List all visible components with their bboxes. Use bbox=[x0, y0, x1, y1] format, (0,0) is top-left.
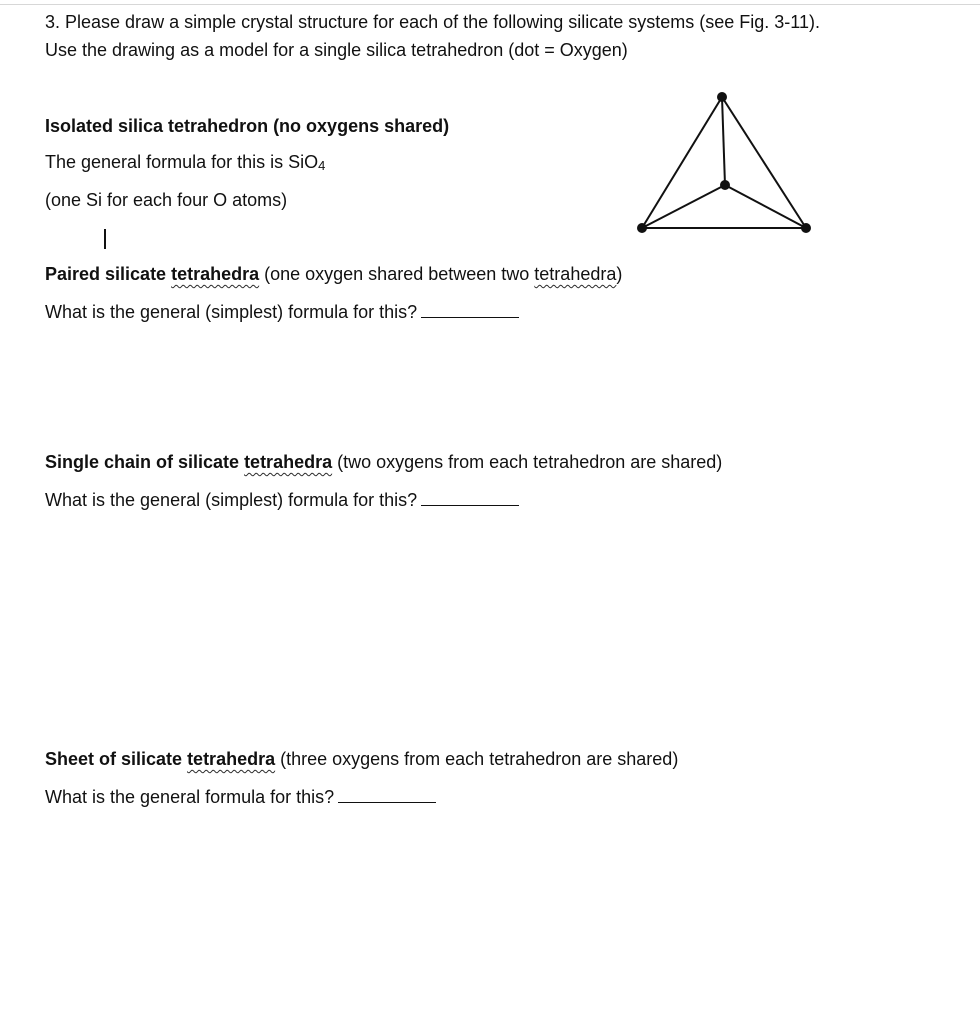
sheet-question bbox=[45, 786, 436, 808]
question-line-2: Use the drawing as a model for a single silica tetrahedron (dot = Oxygen) bbox=[45, 40, 628, 60]
chain-heading-bold: Single chain of silicate bbox=[45, 452, 245, 472]
chain-heading bbox=[45, 451, 722, 473]
chain-answer-blank[interactable] bbox=[421, 491, 519, 506]
paired-heading-mid: (one oxygen shared between two bbox=[259, 264, 535, 284]
paired-heading-spellcheck-word-2: tetrahedra bbox=[534, 264, 617, 284]
page-top-rule bbox=[0, 4, 980, 5]
text-cursor[interactable] bbox=[104, 229, 106, 249]
paired-question-text: What is the general (simplest) formula for this? bbox=[45, 302, 418, 322]
isolated-note: (one Si for each four O atoms) bbox=[45, 190, 288, 210]
chain-heading-spellcheck-word: tetrahedra bbox=[244, 452, 333, 472]
question-line-1: 3. Please draw a simple crystal structure for each of the following silicate systems (see Fig. 3-11). bbox=[45, 12, 820, 32]
sheet-heading-spellcheck-word: tetrahedra bbox=[187, 749, 276, 769]
oxygen-dot-center bbox=[720, 180, 730, 190]
sheet-heading-rest: (three oxygens from each tetrahedron are shared) bbox=[275, 749, 679, 769]
oxygen-dot-left bbox=[637, 223, 647, 233]
paired-question bbox=[45, 301, 519, 323]
oxygen-dot-right bbox=[801, 223, 811, 233]
sheet-question-text: What is the general formula for this? bbox=[45, 787, 335, 807]
isolated-heading: Isolated silica tetrahedron (no oxygens shared) bbox=[45, 116, 450, 136]
sheet-heading-bold: Sheet of silicate bbox=[45, 749, 188, 769]
paired-heading-spellcheck-word: tetrahedra bbox=[171, 264, 260, 284]
paired-answer-blank[interactable] bbox=[421, 303, 519, 318]
paired-heading-end: ) bbox=[616, 264, 623, 284]
chain-heading-rest: (two oxygens from each tetrahedron are shared) bbox=[332, 452, 723, 472]
edge-right bbox=[722, 97, 806, 228]
paired-heading bbox=[45, 263, 622, 285]
chain-question bbox=[45, 489, 519, 511]
isolated-formula bbox=[45, 151, 325, 177]
edge-center-up bbox=[722, 97, 725, 185]
chain-question-text: What is the general (simplest) formula for this? bbox=[45, 490, 418, 510]
edge-center-right bbox=[725, 185, 806, 228]
isolated-formula-text: The general formula for this is SiO bbox=[45, 152, 319, 172]
oxygen-dot-top bbox=[717, 92, 727, 102]
tetrahedron-edges bbox=[642, 97, 806, 228]
isolated-formula-subscript: 4 bbox=[318, 158, 326, 173]
sheet-answer-blank[interactable] bbox=[338, 788, 436, 803]
paired-heading-bold: Paired silicate bbox=[45, 264, 172, 284]
tetrahedron-model-icon bbox=[630, 88, 820, 238]
sheet-heading bbox=[45, 748, 678, 770]
